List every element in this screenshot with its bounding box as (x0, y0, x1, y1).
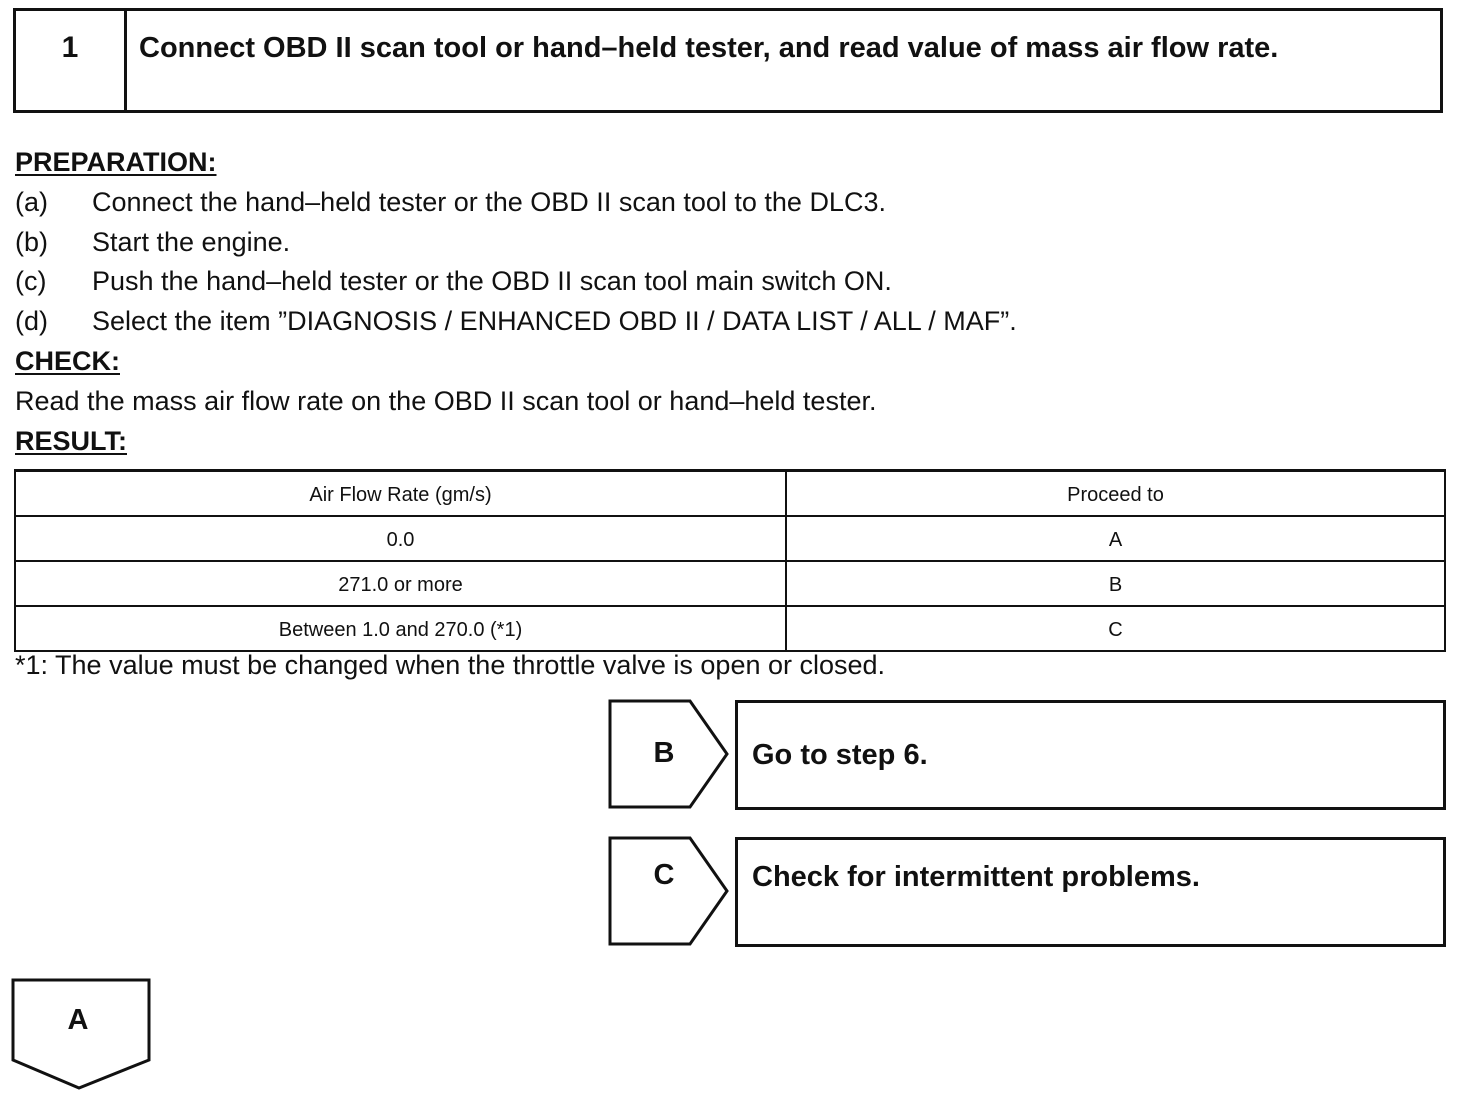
branch-c-action: Check for intermittent problems. (735, 837, 1446, 947)
item-text: Connect the hand–held tester or the OBD II scan tool to the DLC3. (92, 187, 886, 217)
table-cell: 271.0 or more (15, 561, 786, 606)
step-header (13, 8, 1443, 113)
table-cell: 0.0 (15, 516, 786, 561)
item-text: Push the hand–held tester or the OBD II scan tool main switch ON. (92, 266, 892, 296)
table-header-row (15, 471, 1445, 517)
preparation-item (15, 187, 886, 218)
check-heading: CHECK: (15, 346, 120, 376)
item-label: (a) (15, 187, 48, 217)
table-cell: C (786, 606, 1445, 651)
branch-b-letter: B (653, 737, 675, 769)
table-cell: Between 1.0 and 270.0 (*1) (15, 606, 786, 651)
table-row (15, 561, 1445, 606)
continue-a-letter: A (67, 1004, 89, 1036)
check-text: Read the mass air flow rate on the OBD II scan tool or hand–held tester. (15, 386, 877, 416)
branch-b-action: Go to step 6. (735, 700, 1446, 810)
preparation-heading: PREPARATION: (15, 147, 217, 177)
table-cell: A (786, 516, 1445, 561)
item-text: Start the engine. (92, 227, 291, 257)
table-row (15, 516, 1445, 561)
preparation-item (15, 306, 1017, 337)
table-row (15, 606, 1445, 651)
result-table (14, 469, 1446, 652)
branch-c-letter: C (653, 859, 675, 891)
step-number: 1 (16, 11, 127, 110)
item-label: (d) (15, 306, 48, 336)
result-heading: RESULT: (15, 426, 127, 456)
preparation-item (15, 227, 290, 258)
table-cell: B (786, 561, 1445, 606)
column-header: Air Flow Rate (gm/s) (15, 471, 786, 517)
branch-c-tag (608, 836, 732, 948)
item-label: (b) (15, 227, 48, 257)
step-title: Connect OBD II scan tool or hand–held tester, and read value of mass air flow rate. (139, 32, 1279, 64)
item-text: Select the item ”DIAGNOSIS / ENHANCED OBD II / DATA LIST / ALL / MAF”. (92, 306, 1017, 336)
column-header: Proceed to (786, 471, 1445, 517)
item-label: (c) (15, 266, 47, 296)
preparation-item (15, 266, 892, 297)
result-footnote: *1: The value must be changed when the throttle valve is open or closed. (15, 650, 886, 680)
